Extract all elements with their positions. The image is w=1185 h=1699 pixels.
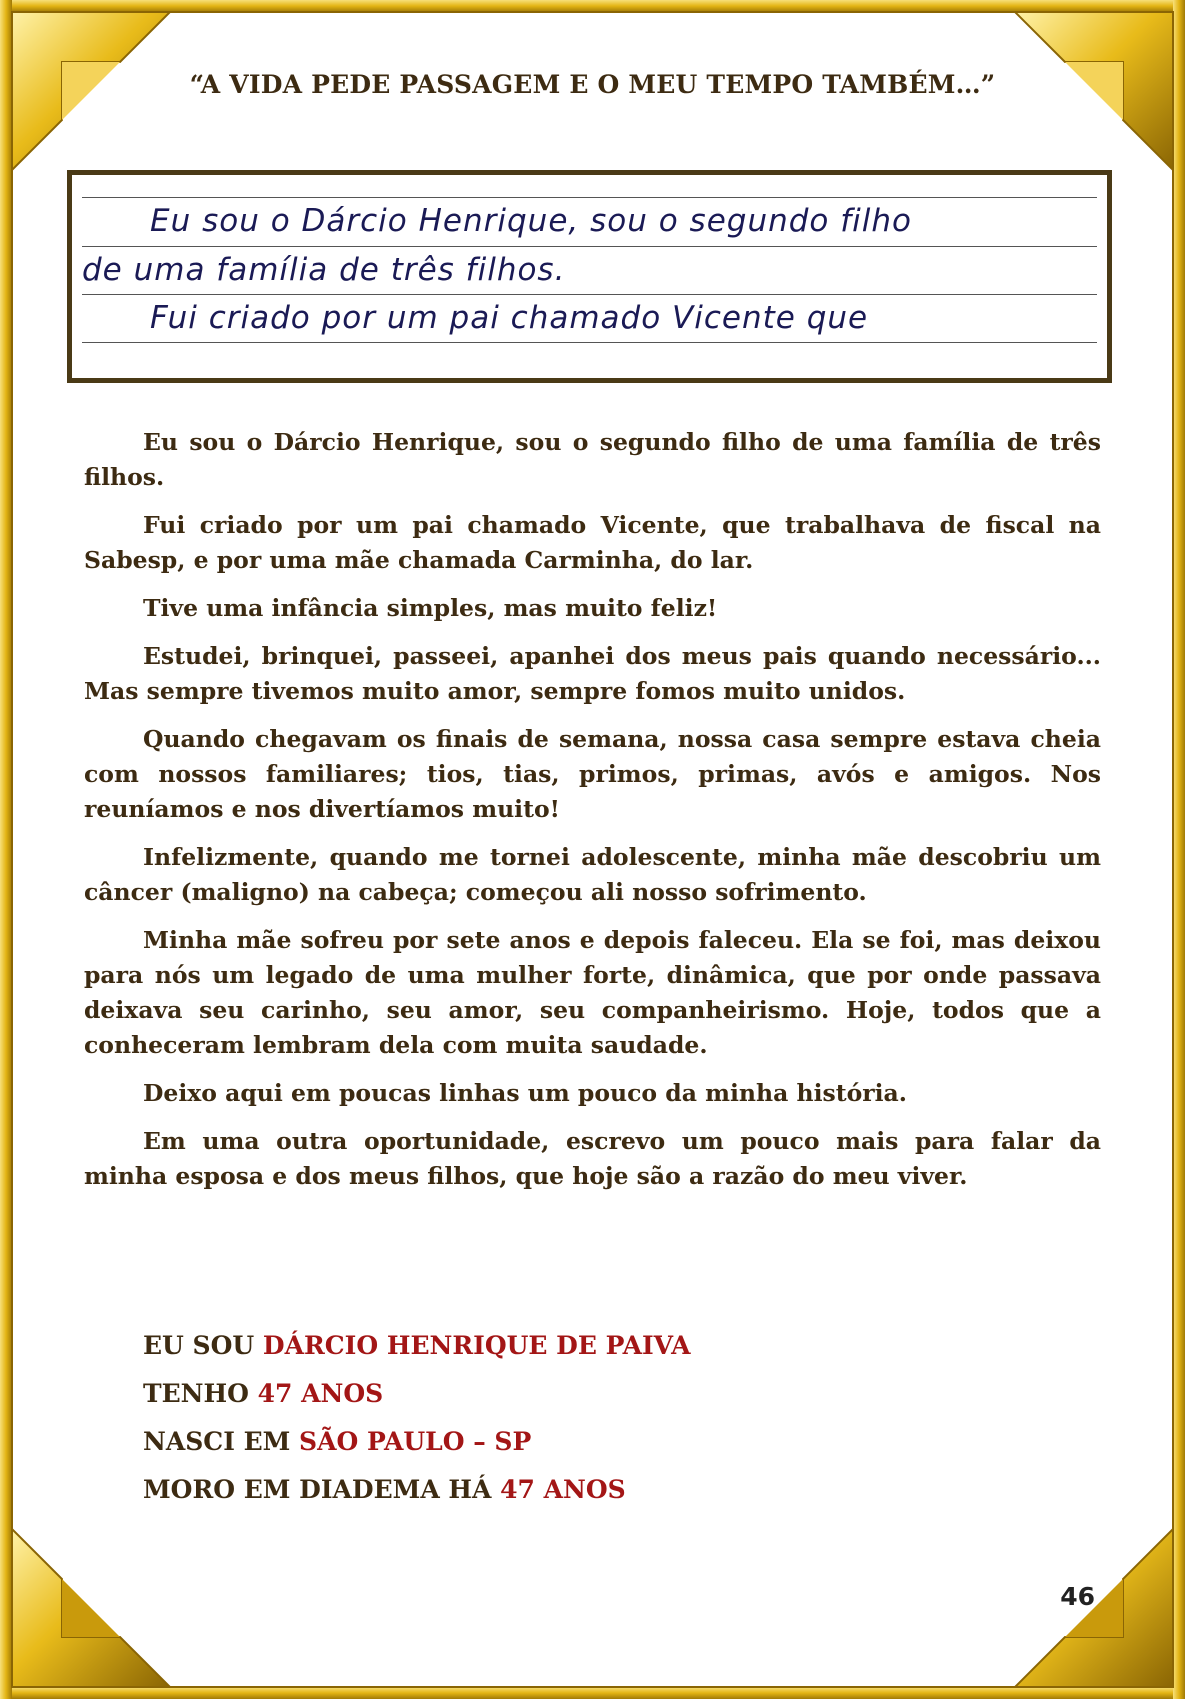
paragraph: Em uma outra oportunidade, escrevo um pouco mais para falar da minha esposa e dos meus filhos, que hoje são a razão do meu viver.	[84, 1127, 1101, 1190]
paragraph: Eu sou o Dárcio Henrique, sou o segundo filho de uma família de três filhos.	[84, 428, 1101, 491]
fact-birthplace	[143, 1418, 691, 1466]
paragraph: Tive uma infância simples, mas muito feliz!	[143, 594, 718, 622]
fact-age	[143, 1370, 691, 1418]
fact-label: EU SOU	[143, 1331, 263, 1360]
fact-label: MORO EM DIADEMA HÁ	[143, 1475, 501, 1504]
ruled-line	[82, 246, 1097, 247]
handwriting-scan	[67, 170, 1112, 383]
fact-label: TENHO	[143, 1379, 258, 1408]
page-title: “A VIDA PEDE PASSAGEM E O MEU TEMPO TAMBÉM…”	[189, 70, 996, 99]
paragraph: Fui criado por um pai chamado Vicente, que trabalhava de fiscal na Sabesp, e por uma mãe chamada Carminha, do lar.	[84, 511, 1101, 574]
fact-value: 47 ANOS	[500, 1475, 626, 1504]
paragraph: Deixo aqui em poucas linhas um pouco da minha história.	[143, 1079, 907, 1107]
fact-value: 47 ANOS	[257, 1379, 384, 1408]
handwriting-line: de uma família de três filhos.	[82, 252, 566, 288]
fact-residence	[143, 1466, 691, 1514]
personal-facts	[143, 1322, 691, 1514]
ruled-line	[82, 197, 1097, 198]
handwriting-line: Fui criado por um pai chamado Vicente que	[150, 300, 869, 336]
fact-value: SÃO PAULO – SP	[299, 1427, 532, 1456]
ruled-line	[82, 294, 1097, 295]
ruled-line	[82, 342, 1097, 343]
story-body	[84, 425, 1101, 1207]
fact-name	[143, 1322, 691, 1370]
handwriting-line: Eu sou o Dárcio Henrique, sou o segundo filho	[150, 203, 912, 239]
paragraph: Quando chegavam os finais de semana, nossa casa sempre estava cheia com nossos familiares; tios, tias, primos, primas, avós e amigos. Nos reuníamos e nos divertíamos muito!	[84, 725, 1101, 823]
page-number: 46	[1060, 1582, 1095, 1611]
paragraph: Infelizmente, quando me tornei adolescente, minha mãe descobriu um câncer (maligno) na cabeça; começou ali nosso sofrimento.	[84, 843, 1101, 906]
fact-value: DÁRCIO HENRIQUE DE PAIVA	[262, 1331, 691, 1360]
fact-label: NASCI EM	[143, 1427, 300, 1456]
paragraph: Minha mãe sofreu por sete anos e depois faleceu. Ela se foi, mas deixou para nós um legado de uma mulher forte, dinâmica, que por onde passava deixava seu carinho, seu amor, seu companheirismo. Hoje, todos que a conheceram lembram dela com muita saudade.	[84, 926, 1101, 1059]
paragraph: Estudei, brinquei, passeei, apanhei dos meus pais quando necessário... Mas sempre tivemos muito amor, sempre fomos muito unidos.	[84, 642, 1101, 705]
